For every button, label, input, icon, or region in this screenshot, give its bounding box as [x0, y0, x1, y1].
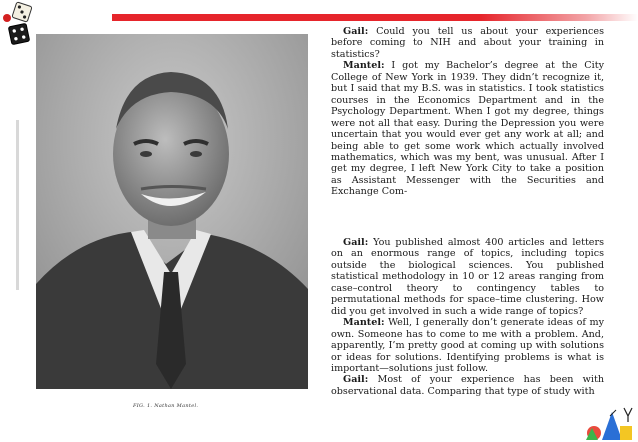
paragraph	[331, 237, 604, 317]
speaker-label: Gail:	[343, 374, 369, 386]
paragraph	[331, 60, 604, 197]
paragraph	[331, 374, 604, 397]
speaker-label: Mantel:	[343, 317, 385, 329]
paragraph-text: Well, I generally don’t generate ideas of my own. Someone has to come to me with a problem. And, apparently, I’m pretty good at coming up with solutions or ideas for solutions. Identifying problems is what is important—solutions just follow.	[331, 317, 604, 374]
paragraph-text: Could you tell us about your experiences before coming to NIH and about your training in statistics?	[331, 26, 604, 60]
paragraph-text: Most of your experience has been with observational data. Comparing that type of study with	[331, 374, 604, 397]
header-red-bar	[112, 14, 638, 21]
speaker-label: Gail:	[343, 26, 369, 37]
figure-caption: FIG. 1. Nathan Mantel.	[133, 403, 199, 409]
math-shapes-icon	[580, 404, 638, 442]
paragraph-text: You published almost 400 articles and letters on an enormous range of topics, including topics outside the biological sciences. You published statistical methodology in 10 or 12 areas ranging from case–control theory to contingency tables to permutational methods for space–time clustering. How did you get involved in such a wide range of topics?	[331, 237, 604, 317]
dice-icon	[0, 0, 40, 50]
paragraph-text: I got my Bachelor’s degree at the City College of New York in 1939. They didn’t recognize it, but I said that my B.S. was in statistics. I took statistics courses in the Economics Department and in the Psychology Department. When I got my degree, things were not all that easy. During the Depression you were uncertain that you would ever get any work at all; and being able to get some work which actually involved mathematics, which was my bent, was unusual. After I get my degree, I left New York City to take a position as Assistant Messenger with the Securities and Exchange Com-	[331, 60, 604, 198]
paragraph	[331, 317, 604, 374]
page-edge-line	[16, 120, 19, 290]
interview-text-top	[331, 26, 604, 198]
interview-text-bottom	[331, 237, 604, 397]
portrait-photo	[36, 34, 308, 389]
speaker-label: Mantel:	[343, 60, 385, 72]
speaker-label: Gail:	[343, 237, 369, 248]
paragraph	[331, 26, 604, 60]
